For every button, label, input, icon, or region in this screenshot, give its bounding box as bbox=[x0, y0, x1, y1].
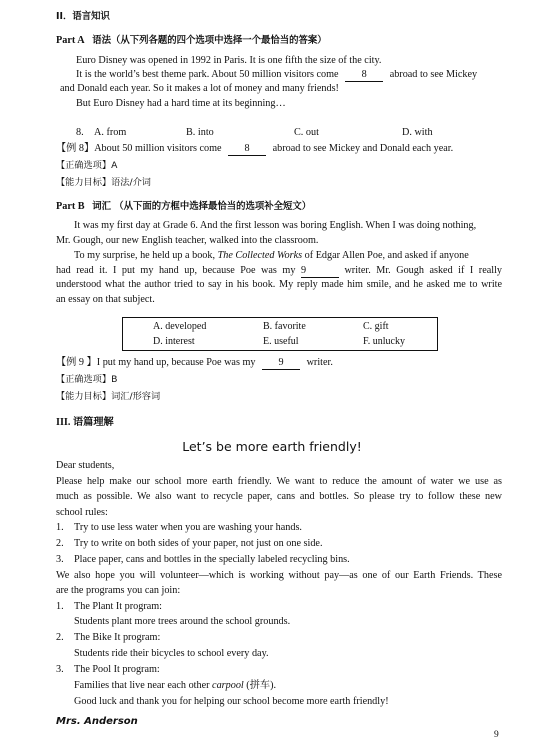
story-line: To my surprise, he held up a book, The Collected Works of Edgar Allen Poe, and asked if anyone bbox=[74, 250, 469, 261]
program-item: 3. The Pool It program: bbox=[56, 664, 160, 675]
book-title: The Collected Works bbox=[217, 250, 303, 261]
program-item: 1. The Plant It program: bbox=[56, 601, 162, 612]
part-a-label: Part A bbox=[56, 35, 85, 46]
rule-item: 1. Try to use less water when you are washing your hands. bbox=[56, 522, 302, 533]
ability-a: 【能力目标】语法/介词 bbox=[56, 177, 151, 188]
program-desc: Students plant more trees around the school grounds. bbox=[74, 616, 291, 627]
passage-line: and Donald each year. So it makes a lot of money and many friends! bbox=[60, 83, 339, 94]
blank-9: 9 bbox=[301, 265, 339, 278]
letter-title: Let’s be more earth friendly! bbox=[182, 439, 362, 454]
rule-item: 3. Place paper, cans and bottles in the specially labeled recycling bins. bbox=[56, 554, 350, 565]
rule-item: 2. Try to write on both sides of your paper, not just on one side. bbox=[56, 538, 323, 549]
word-option: C. gift bbox=[363, 321, 389, 332]
question-8-options bbox=[76, 126, 502, 140]
greeting: Dear students, bbox=[56, 460, 115, 471]
passage-line: Euro Disney was opened in 1992 in Paris. It is one fifth the size of the city. bbox=[76, 55, 382, 66]
passage-line: It is the world’s best theme park. About 50 million visitors come 8 abroad to see Mickey bbox=[76, 69, 478, 80]
word-option: D. interest bbox=[153, 336, 195, 347]
letter-line: We also hope you will volunteer—which is working without pay—as one of our Earth Friends. These bbox=[56, 570, 502, 581]
letter-line: much as possible. We also want to recycle paper, cans and bottles. So please try to follow these new bbox=[56, 491, 502, 502]
part-b-label: Part B bbox=[56, 201, 85, 212]
word-box bbox=[122, 317, 438, 351]
option-c: C. out bbox=[294, 127, 319, 138]
program-item: 2. The Bike It program: bbox=[56, 632, 161, 643]
part-b-heading bbox=[56, 200, 502, 214]
letter-line: Please help make our school more earth friendly. We want to reduce the amount of water we use as bbox=[56, 476, 502, 487]
word-option: F. unlucky bbox=[363, 336, 405, 347]
story-line: an essay on that subject. bbox=[56, 294, 155, 305]
option-d: D. with bbox=[402, 127, 433, 138]
option-a: A. from bbox=[94, 127, 127, 138]
blank-8: 8 bbox=[345, 69, 383, 82]
example-9: 【例 9 】I put my hand up, because Poe was my 9 writer. bbox=[56, 357, 333, 368]
story-line: Mr. Gough, our new English teacher, walked into the classroom. bbox=[56, 235, 319, 246]
letter-line: are the programs you can join: bbox=[56, 585, 181, 596]
story-line: understood what the author tried to say in his book. My reply made him smile, and he asked me to write bbox=[56, 279, 502, 290]
part-a-title: 语法（从下列各题的四个选项中选择一个最恰当的答案） bbox=[92, 35, 327, 46]
part-a-heading bbox=[56, 34, 502, 48]
signature: Mrs. Anderson bbox=[56, 716, 138, 727]
answer-b: 【正确选项】B bbox=[56, 374, 118, 385]
program-desc: Families that live near each other carpool (拼车). bbox=[74, 680, 277, 691]
ability-b: 【能力目标】词汇/形容词 bbox=[56, 391, 161, 402]
example-blank-8: 8 bbox=[228, 143, 266, 156]
option-b: B. into bbox=[186, 127, 214, 138]
word-option: A. developed bbox=[153, 321, 207, 332]
closing: Good luck and thank you for helping our school become more earth friendly! bbox=[74, 696, 389, 707]
word-option: E. useful bbox=[263, 336, 299, 347]
question-number: 8. bbox=[76, 127, 84, 138]
letter-line: school rules: bbox=[56, 507, 108, 518]
carpool-term: carpool bbox=[212, 680, 244, 691]
example-8: 【例 8】About 50 million visitors come 8 abroad to see Mickey and Donald each year. bbox=[56, 143, 454, 154]
example-blank-9: 9 bbox=[262, 357, 300, 370]
story-line: had read it. I put my hand up, because Poe was my 9 writer. Mr. Gough asked if I really bbox=[56, 265, 502, 276]
part-b-title: 词汇 （从下面的方框中选择最恰当的选项补全短文） bbox=[92, 201, 312, 212]
passage-line: But Euro Disney had a hard time at its beginning… bbox=[76, 98, 286, 109]
program-desc: Students ride their bicycles to school every day. bbox=[74, 648, 269, 659]
story-line: It was my first day at Grade 6. And the first lesson was boring English. When I was doing nothing, bbox=[74, 220, 477, 231]
page-number: 9 bbox=[494, 730, 499, 740]
section-heading-reading: III. 语篇理解 bbox=[56, 417, 114, 428]
answer-a: 【正确选项】A bbox=[56, 160, 118, 171]
section-heading-language: II．语言知识 bbox=[56, 11, 110, 22]
word-option: B. favorite bbox=[263, 321, 306, 332]
